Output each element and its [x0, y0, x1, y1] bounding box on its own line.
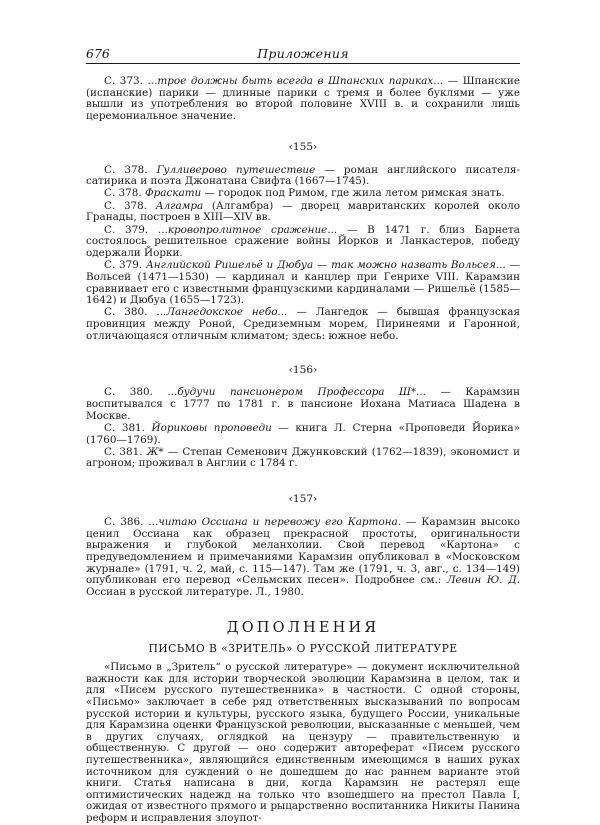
header-rule	[86, 63, 520, 64]
note-lemma: ...трое должны быть всегда в Шпанских париках...	[147, 75, 444, 87]
note-lemma: ...читаю Оссиана и перевожу его Картона.	[148, 515, 402, 528]
note-paragraph: С. 380. ...Лангедокское небо... — Лангедок — бывшая французская провинция между Роной, Средиземным морем, Пиринеями и Гаронной, отличающаяся отличным климатом; здесь: южное небо.	[86, 306, 521, 342]
addenda-title: ДОПОЛНЕНИЯ	[226, 619, 380, 636]
note-lemma: ...кровопролитное сражение...	[157, 223, 338, 236]
note-paragraph: С. 378. Фраскати — городок под Римом, где жила летом римская знать.	[104, 187, 505, 200]
note-paragraph: С. 381. Ж* — Степан Семенович Джунковский (1762—1839), экономист и агроном; проживал в Англии с 1784 г.	[86, 445, 520, 470]
page-number: 676	[86, 46, 110, 61]
note-lemma: ...Лангедокское небо...	[156, 306, 288, 319]
note-lemma: Йориковы проповеди	[151, 421, 272, 434]
note-paragraph: С. 378. Алгамра (Алгамбра) — дворец мавританских королей около Гранады, построен в XIII—XIV вв.	[86, 199, 520, 224]
note-paragraph: С. 380. ...будучи пансионером Профессора Ш*... — Карамзин воспитывался с 1777 по 1781 г. в пансионе Иохана Матиаса Шадена в Москве.	[86, 386, 521, 422]
section-number: ‹156›	[288, 363, 318, 376]
running-head-title: Приложения	[257, 46, 349, 61]
note-paragraph: С. 379. ...кровопролитное сражение... — В 1471 г. близ Барнета состоялось решительное сражение войны Йорков и Ланкастеров, победу одержали Йорки.	[86, 223, 521, 259]
note-paragraph: С. 379. Английской Ришельё и Дюбуа — так можно назвать Вольсея... — Вольсей (1471—1530) — кардинал и канцлер при Генрихе VIII. Карамзин сравнивает его с известными французскими кардиналами — Ришельё (1585—1642) и Дюбуа (1655—1723).	[86, 259, 520, 307]
note-paragraph: С. 373. ...трое должны быть всегда в Шпанских париках... — Шпанские (испанские) парики — длинные парики с тремя и более буклями — уже вышли из употребления во второй половине XVIII в. и сохранили лишь церемониальное значение.	[86, 75, 520, 123]
note-lemma: Английской Ришельё и Дюбуа — так можно назвать Вольсея...	[145, 259, 506, 272]
note-lemma: Алгамра	[155, 199, 204, 212]
note-lemma: Фраскати	[145, 187, 202, 200]
section-number: ‹155›	[288, 140, 318, 153]
running-head	[86, 44, 520, 66]
article-title: ПИСЬМО В «ЗРИТЕЛЬ» О РУССКОЙ ЛИТЕРАТУРЕ	[148, 641, 458, 655]
note-lemma: Ж*	[146, 445, 164, 458]
note-lemma: ...будучи пансионером Профессора Ш*...	[167, 386, 426, 399]
page-content	[86, 76, 520, 825]
intro-paragraph: «Письмо в „Зритель“ о русской литературе» — документ исключительной важности как для истории творческой эволюции Карамзина в целом, так и для «Писем русского путешественника» в частности. С одной стороны, «Письмо» заключает в себе ряд ответственных высказываний по вопросам русской истории и культуры, русского языка, будущего России, уникальные для Карамзина оценки Французской революции, высказанные с меньшей, чем в других случаях, оглядкой на цензуру — правительственную и общественную. С другой — оно содержит автореферат «Писем русского путешественника», являющийся единственным имеющимся в наших руках источником для суждений о не дошедшем до нас раннем варианте этой книги. Статья написана в дни, когда Карамзин не растерял еще оптимистических надежд на только что взошедшего на престол Павла I, ожидая от известного прямого и рыцарственно воспитанника Никиты Панина реформ и исправления злоупот-	[86, 661, 520, 824]
section-number: ‹157›	[288, 493, 318, 506]
note-lemma: Гулливерово путешествие	[156, 163, 316, 176]
note-paragraph: С. 378. Гулливерово путешествие — роман английского писателя-сатирика и поэта Джонатана Свифта (1667—1745).	[86, 163, 520, 188]
note-paragraph: С. 381. Йориковы проповеди — книга Л. Стерна «Проповеди Йорика» (1760—1769).	[86, 421, 520, 446]
note-author-lemma: Левин Ю. Д.	[446, 574, 520, 587]
note-paragraph: С. 386. ...читаю Оссиана и перевожу его Картона. — Карамзин высоко ценил Оссиана как образец прекрасной простоты, оригинальности выражения и глубокой меланхолии. Свой перевод «Картона» с предуведомлением и примечаниями Карамзин опубликовал в «Московском журнале» (1791, ч. 2, май, с. 115—147). Там же (1791, ч. 3, авг., с. 134—149) опубликован его перевод «Сельмских песен». Подробнее см.: Левин Ю. Д. Оссиан в русской литературе. Л., 1980.	[86, 515, 520, 599]
